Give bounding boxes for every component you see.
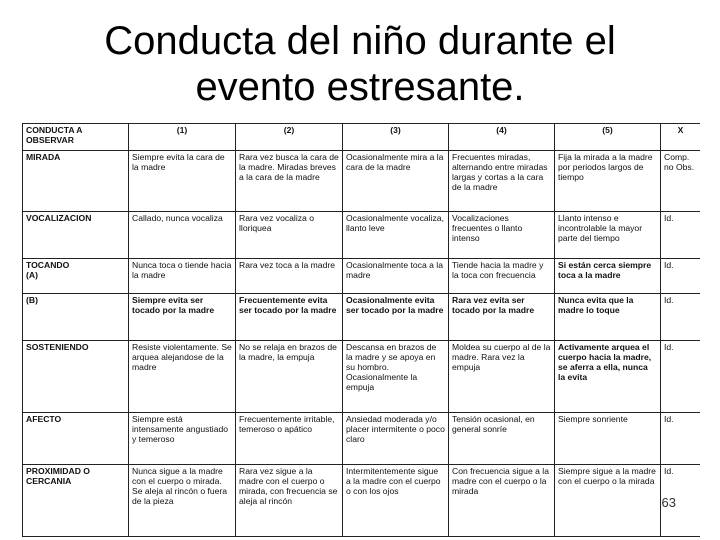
table-row <box>23 413 701 465</box>
row-label <box>23 294 129 341</box>
table-header-row <box>23 124 701 151</box>
table-cell: Frecuentes miradas, alternando entre miradas largas y cortas a la cara de la madre <box>449 151 555 212</box>
table-cell: Siempre está intensamente angustiado y temeroso <box>129 413 236 465</box>
table-cell: Vocalizaciones frecuentes o llanto intenso <box>449 212 555 259</box>
row-label: SOSTENIENDO <box>23 341 129 413</box>
table-cell: Rara vez busca la cara de la madre. Miradas breves a la cara de la madre <box>236 151 343 212</box>
table-cell: Moldea su cuerpo al de la madre. Rara vez la empuja <box>449 341 555 413</box>
table-cell: Tiende hacia la madre y la toca con frecuencia <box>449 259 555 294</box>
row-label: VOCALIZACION <box>23 212 129 259</box>
header-cell: CONDUCTA A OBSERVAR <box>23 124 129 151</box>
row-sublabel: (A) <box>26 270 38 280</box>
table-cell: Id. <box>661 465 701 537</box>
table-cell: Id. <box>661 341 701 413</box>
header-cell: X <box>661 124 701 151</box>
header-cell: (2) <box>236 124 343 151</box>
table-cell: Rara vez evita ser tocado por la madre <box>449 294 555 341</box>
table-cell: Nunca sigue a la madre con el cuerpo o mirada. Se aleja al rincón o fuera de la pieza <box>129 465 236 537</box>
title-line-1: Conducta del niño durante el <box>104 19 616 63</box>
table-cell: Fija la mirada a la madre por periodos largos de tiempo <box>555 151 661 212</box>
table-cell: Ocasionalmente vocaliza, llanto leve <box>343 212 449 259</box>
table-row <box>23 212 701 259</box>
table-cell: Siempre evita la cara de la madre <box>129 151 236 212</box>
table-cell: Rara vez vocaliza o lloriquea <box>236 212 343 259</box>
header-cell: (5) <box>555 124 661 151</box>
table-row <box>23 294 701 341</box>
table-cell: Siempre sigue a la madre con el cuerpo o la mirada <box>555 465 661 537</box>
header-cell: (1) <box>129 124 236 151</box>
table-cell: Ansiedad moderada y/o placer intermitente o poco claro <box>343 413 449 465</box>
row-label: AFECTO <box>23 413 129 465</box>
row-label: MIRADA <box>23 151 129 212</box>
table-cell: Comp. no Obs. <box>661 151 701 212</box>
table-cell: Rara vez sigue a la madre con el cuerpo o mirada, con frecuencia se aleja al rincón <box>236 465 343 537</box>
table-cell: Frecuentemente evita ser tocado por la madre <box>236 294 343 341</box>
header-cell: (3) <box>343 124 449 151</box>
table-cell: Ocasionalmente toca a la madre <box>343 259 449 294</box>
table-cell: Nunca toca o tiende hacia la madre <box>129 259 236 294</box>
table-cell: No se relaja en brazos de la madre, la empuja <box>236 341 343 413</box>
table-cell: Activamente arquea el cuerpo hacia la madre, se aferra a ella, nunca la evita <box>555 341 661 413</box>
table-cell: Id. <box>661 413 701 465</box>
table-cell: Rara vez toca a la madre <box>236 259 343 294</box>
row-label: PROXIMIDAD O CERCANIA <box>23 465 129 537</box>
table-cell: Descansa en brazos de la madre y se apoya en su hombro. Ocasionalmente la empuja <box>343 341 449 413</box>
table-cell: Id. <box>661 259 701 294</box>
behavior-table <box>22 123 700 537</box>
table-cell: Callado, nunca vocaliza <box>129 212 236 259</box>
page-title <box>0 18 720 110</box>
table-row <box>23 465 701 537</box>
table-cell: Tensión ocasional, en general sonríe <box>449 413 555 465</box>
table-row <box>23 151 701 212</box>
table-cell: Ocasionalmente mira a la cara de la madre <box>343 151 449 212</box>
behavior-table-wrapper <box>22 123 700 540</box>
table-cell: Siempre evita ser tocado por la madre <box>129 294 236 341</box>
table-cell: Ocasionalmente evita ser tocado por la madre <box>343 294 449 341</box>
table-row <box>23 259 701 294</box>
row-label: TOCANDO (A) <box>23 259 129 294</box>
table-cell: Id. <box>661 212 701 259</box>
table-cell: Id. <box>661 294 701 341</box>
table-cell: Si están cerca siempre toca a la madre <box>555 259 661 294</box>
table-cell: Nunca evita que la madre lo toque <box>555 294 661 341</box>
table-row <box>23 341 701 413</box>
row-sublabel: (B) <box>26 295 38 305</box>
table-cell: Intermitentemente sigue a la madre con el cuerpo o con los ojos <box>343 465 449 537</box>
header-cell: (4) <box>449 124 555 151</box>
table-cell: Con frecuencia sigue a la madre con el cuerpo o la mirada <box>449 465 555 537</box>
table-cell: Llanto intenso e incontrolable la mayor parte del tiempo <box>555 212 661 259</box>
table-cell: Siempre sonriente <box>555 413 661 465</box>
table-cell: Frecuentemente irritable, temeroso o apático <box>236 413 343 465</box>
page-number: 63 <box>661 495 676 510</box>
title-line-2: evento estresante. <box>195 65 525 109</box>
table-cell: Resiste violentamente. Se arquea alejandose de la madre <box>129 341 236 413</box>
